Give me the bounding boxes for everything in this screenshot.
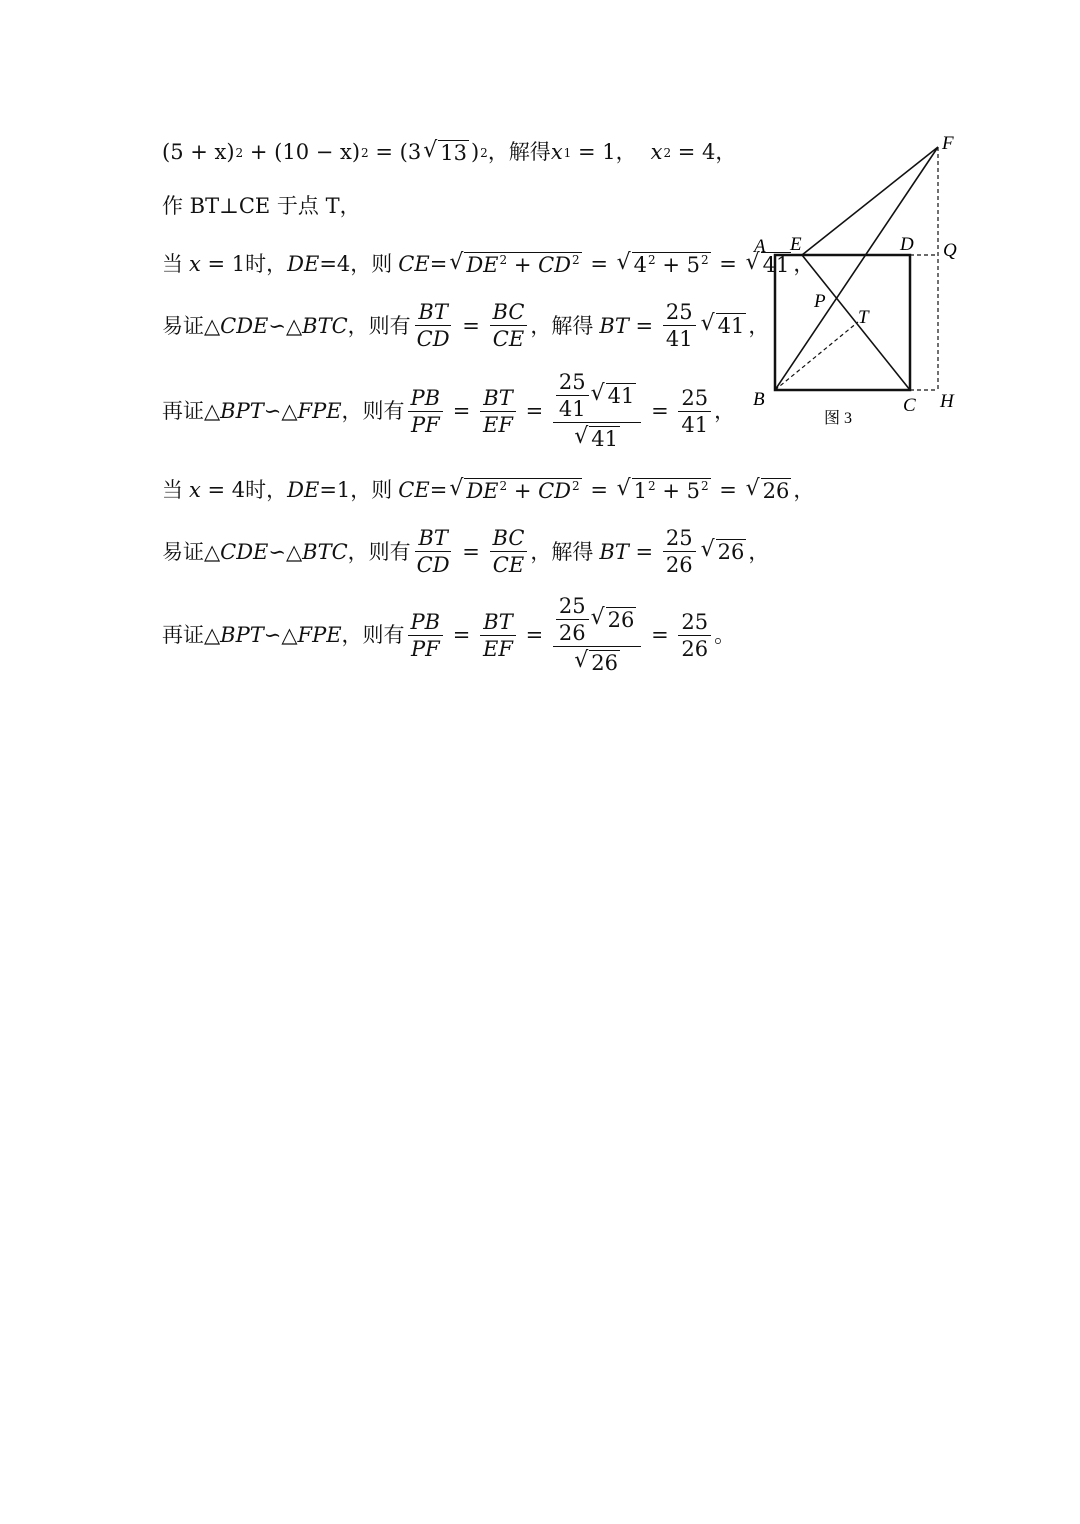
compound-fraction: $\frac{25}{26}$ √ 26 √ 26 xyxy=(553,596,642,675)
radical: √ $1^2 + 5^2$ xyxy=(616,476,709,503)
label-b: B xyxy=(753,389,765,410)
radical: √ 13 xyxy=(423,138,467,165)
equation-line-7: 易证△ CDE ∽ △ BTC ，则有 $\frac{BT}{CD}$ = $\frac{BC}{CE}$ ，解得 BT = $\frac{25}{26}$ √ 26 ， xyxy=(162,526,770,577)
radical: √ $DE^2 + CD^2$ xyxy=(449,250,580,277)
geometry-figure xyxy=(740,125,980,435)
label-p: P xyxy=(814,291,826,312)
equation-line-3: 当 x = 1 时， DE =4， 则 CE = √ $DE^2 + CD^2$ = √ $4^2 + 5^2$ = √ 41 ， xyxy=(162,250,815,277)
segment-ec xyxy=(802,255,910,390)
fraction: $\frac{25}{26}$ xyxy=(663,528,696,576)
radical: √ $DE^2 + CD^2$ xyxy=(449,476,580,503)
fraction: $\frac{BT}{CD}$ xyxy=(416,526,450,577)
label-a: A xyxy=(754,236,766,257)
equation-line-1: (5 + x) 2 + (10 − x) 2 = (3 √ 13 ) 2 ，解得 x 1 = 1， x 2 = 4， xyxy=(162,138,737,165)
fraction: $\frac{BT}{EF}$ xyxy=(480,612,516,660)
radical: √ $4^2 + 5^2$ xyxy=(616,250,709,277)
equation-line-6: 当 x = 4 时， DE =1， 则 CE = √ $DE^2 + CD^2$ = √ $1^2 + 5^2$ = √ 26 ， xyxy=(162,476,815,503)
fraction: $\frac{BC}{CE}$ xyxy=(490,528,528,576)
square-abcd xyxy=(775,255,910,390)
fraction: $\frac{BC}{CE}$ xyxy=(490,302,528,350)
compound-fraction: $\frac{25}{41}$ √ 41 √ 41 xyxy=(553,372,642,451)
label-t: T xyxy=(858,307,869,328)
text-line-2 xyxy=(162,196,361,217)
label-h: H xyxy=(940,391,954,412)
perpendicular-statement: 作 BT⊥CE 于点 T， xyxy=(162,194,361,218)
fraction: $\frac{PB}{PF}$ xyxy=(408,612,444,660)
fraction: $\frac{BT}{CD}$ xyxy=(416,300,450,351)
segment-bf xyxy=(775,147,938,390)
label-f: F xyxy=(942,133,954,154)
fraction: $\frac{BT}{EF}$ xyxy=(480,388,516,436)
figure-caption: 图 3 xyxy=(824,410,853,427)
fraction: $\frac{25}{26}$ xyxy=(678,612,711,660)
fraction: $\frac{25}{41}$ xyxy=(678,388,711,436)
radical: √ 41 xyxy=(700,311,745,339)
label-d: D xyxy=(900,234,914,255)
radical: √ 41 xyxy=(745,250,790,277)
label-q: Q xyxy=(943,240,957,261)
radical: √ 26 xyxy=(700,537,745,565)
label-c: C xyxy=(903,395,916,416)
radical: √ 26 xyxy=(745,476,790,503)
equation-line-5: 再证△ BPT ∽ △ FPE ，则有 $\frac{PB}{PF}$ = $\frac{BT}{EF}$ = $\frac{25}{41}$ √ 41 √ 41 = $\frac{25}{41}$ ， xyxy=(162,370,736,451)
segment-bt-dashed xyxy=(775,322,858,390)
fraction: $\frac{25}{41}$ xyxy=(663,302,696,350)
segment-ef xyxy=(802,147,938,255)
label-e: E xyxy=(790,234,802,255)
equation-line-8: 再证△ BPT ∽ △ FPE ，则有 $\frac{PB}{PF}$ = $\frac{BT}{EF}$ = $\frac{25}{26}$ √ 26 √ 26 = $\frac{25}{26}$ 。 xyxy=(162,594,736,675)
fraction: $\frac{PB}{PF}$ xyxy=(408,388,444,436)
equation-line-4: 易证△ CDE ∽ △ BTC ，则有 $\frac{BT}{CD}$ = $\frac{BC}{CE}$ ，解得 BT = $\frac{25}{41}$ √ 41 ， xyxy=(162,300,770,351)
